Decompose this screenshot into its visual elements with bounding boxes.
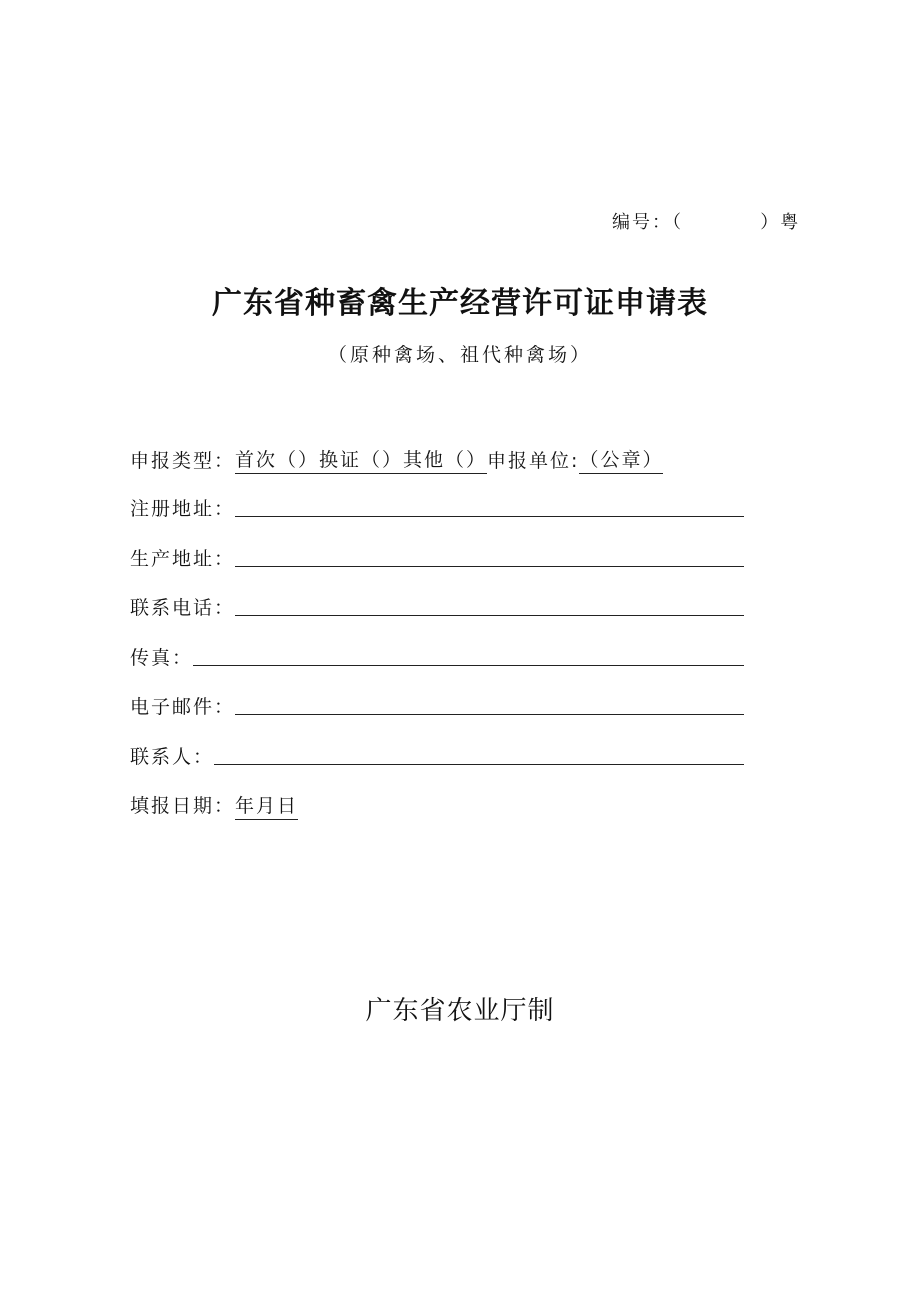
registered-address-label: 注册地址： [130, 498, 236, 520]
page-subtitle: （原种禽场、祖代种禽场） [327, 344, 592, 366]
issuer-footer: 广东省农业厅制 [365, 996, 555, 1026]
fax-row [130, 622, 744, 672]
date-label: 填报日期： [130, 795, 236, 817]
unit-label: 申报单位: [487, 449, 580, 472]
email-row [130, 672, 744, 722]
application-form [130, 424, 744, 820]
contact-row [130, 721, 744, 771]
contact-field[interactable] [214, 740, 744, 765]
email-field[interactable] [235, 690, 744, 715]
production-address-label: 生产地址： [130, 547, 236, 570]
production-address-row [130, 523, 744, 573]
registered-address-field[interactable] [235, 492, 744, 517]
contact-label: 联系人： [130, 745, 215, 768]
serial-number: 编号：（ ）粤 [612, 212, 801, 233]
date-row [130, 771, 744, 821]
phone-label: 联系电话： [130, 597, 236, 619]
fax-field[interactable] [193, 641, 744, 666]
report-type-options[interactable]: 首次（）换证（）其他（） [235, 445, 487, 474]
date-field[interactable]: 年月日 [235, 791, 298, 820]
page-title: 广东省种畜禽生产经营许可证申请表 [212, 286, 708, 321]
report-type-label: 申报类型： [130, 449, 236, 472]
unit-seal-field[interactable]: （公章） [579, 445, 663, 474]
phone-row [130, 573, 744, 623]
report-type-row [130, 424, 744, 474]
phone-field[interactable] [235, 591, 744, 616]
fax-label: 传真： [130, 646, 194, 669]
email-label: 电子邮件： [130, 696, 236, 718]
registered-address-row [130, 474, 744, 524]
production-address-field[interactable] [235, 542, 744, 567]
